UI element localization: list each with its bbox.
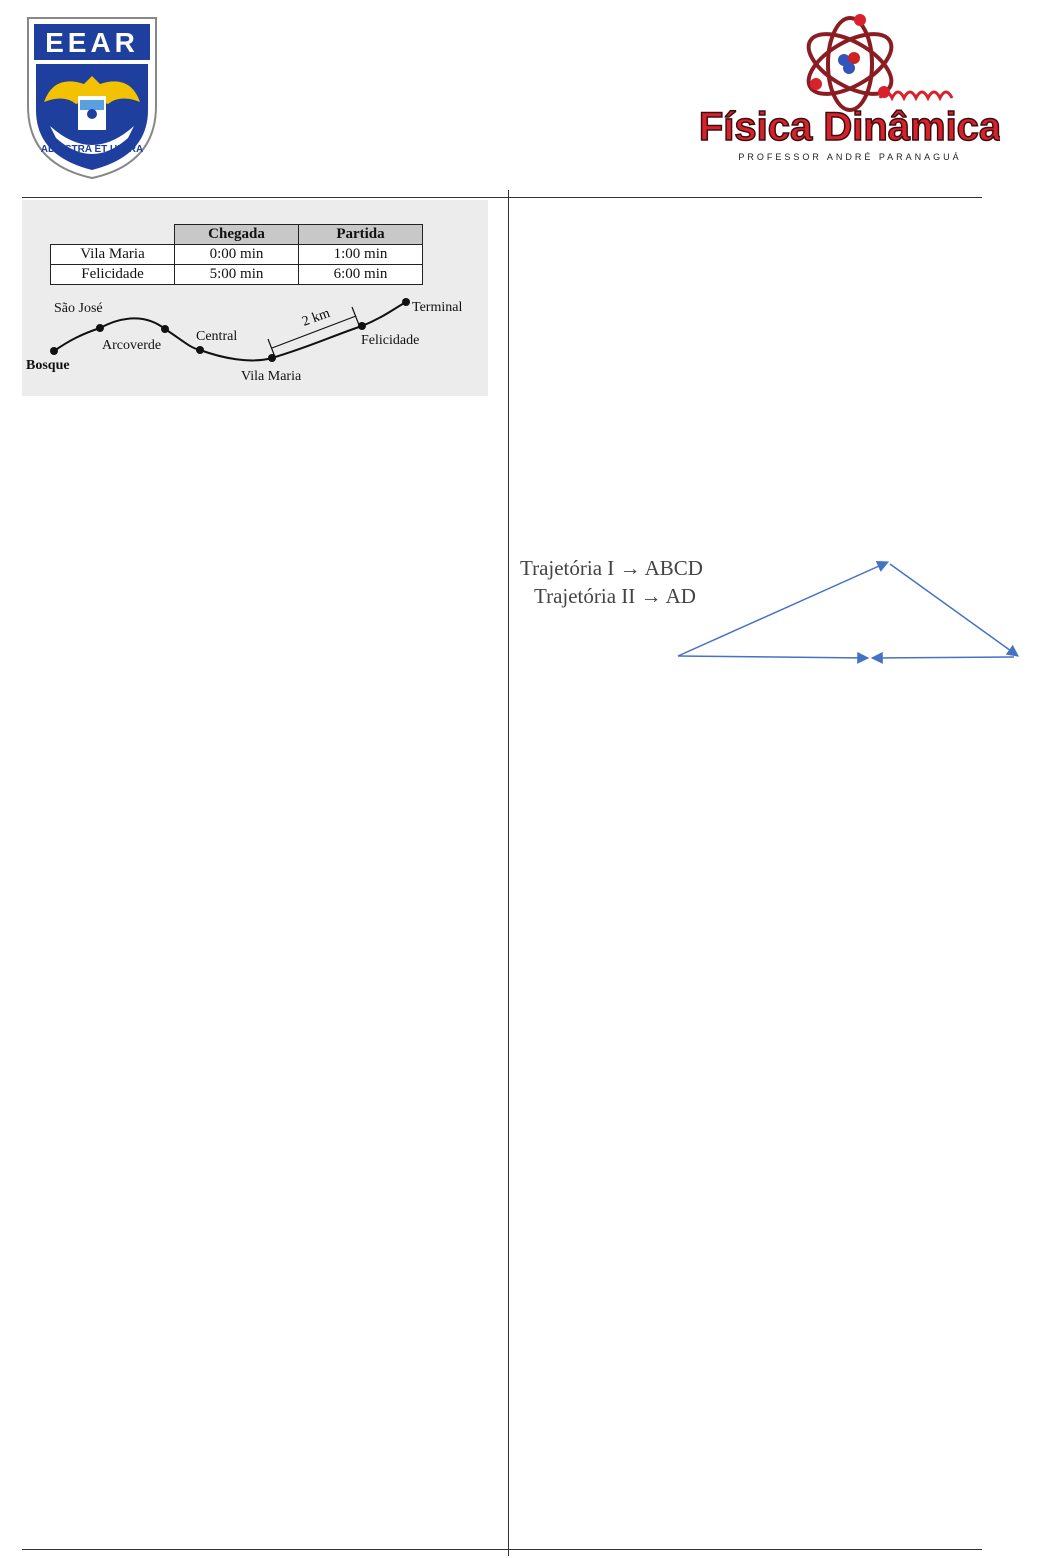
col-header-chegada: Chegada bbox=[175, 225, 299, 245]
station-dot-bosque bbox=[50, 347, 58, 355]
fisica-dinamica-logo bbox=[700, 8, 1000, 168]
station-dot-central bbox=[196, 346, 204, 354]
arrival-cell: 5:00 min bbox=[175, 265, 299, 285]
trajectory-diagram bbox=[660, 550, 1040, 680]
col-header-partida: Partida bbox=[299, 225, 423, 245]
station-dot-felicidade bbox=[358, 322, 366, 330]
eear-logo-text: EEAR bbox=[45, 27, 139, 58]
station-label-terminal: Terminal bbox=[412, 300, 463, 315]
station-cell: Vila Maria bbox=[51, 245, 175, 265]
timetable-figure bbox=[22, 200, 488, 396]
station-label-central: Central bbox=[196, 329, 238, 344]
station-label-felicidade: Felicidade bbox=[361, 333, 420, 348]
vector-cd bbox=[872, 657, 1014, 658]
fisica-dinamica-title: Física Dinâmica bbox=[700, 105, 1000, 149]
distance-label: 2 km bbox=[300, 305, 333, 330]
fisica-dinamica-subtitle: PROFESSOR ANDRÉ PARANAGUÁ bbox=[738, 152, 962, 162]
station-dot-arcoverde bbox=[161, 325, 169, 333]
arrival-cell: 0:00 min bbox=[175, 245, 299, 265]
eear-logo bbox=[24, 14, 160, 182]
route-map bbox=[22, 200, 488, 396]
header-rule bbox=[22, 197, 982, 198]
station-label-sao-jose: São José bbox=[54, 301, 103, 316]
vector-ad bbox=[678, 656, 868, 658]
footer-rule bbox=[22, 1549, 982, 1550]
station-dot-sao-jose bbox=[96, 324, 104, 332]
eear-logo-motto: AD ASTRA ET ULTRA bbox=[40, 144, 144, 155]
departure-cell: 6:00 min bbox=[299, 265, 423, 285]
station-label-vila-maria: Vila Maria bbox=[241, 369, 302, 384]
departure-cell: 1:00 min bbox=[299, 245, 423, 265]
station-cell: Felicidade bbox=[51, 265, 175, 285]
trajectory-ii-label: Trajetória II → AD bbox=[534, 584, 696, 608]
station-label-arcoverde: Arcoverde bbox=[102, 338, 162, 353]
vector-bc bbox=[890, 564, 1018, 656]
trajectory-i-label: Trajetória I → ABCD bbox=[520, 556, 703, 580]
station-label-bosque: Bosque bbox=[26, 358, 70, 373]
column-divider bbox=[508, 190, 509, 1556]
station-dot-terminal bbox=[402, 298, 410, 306]
vector-ab bbox=[678, 562, 888, 656]
